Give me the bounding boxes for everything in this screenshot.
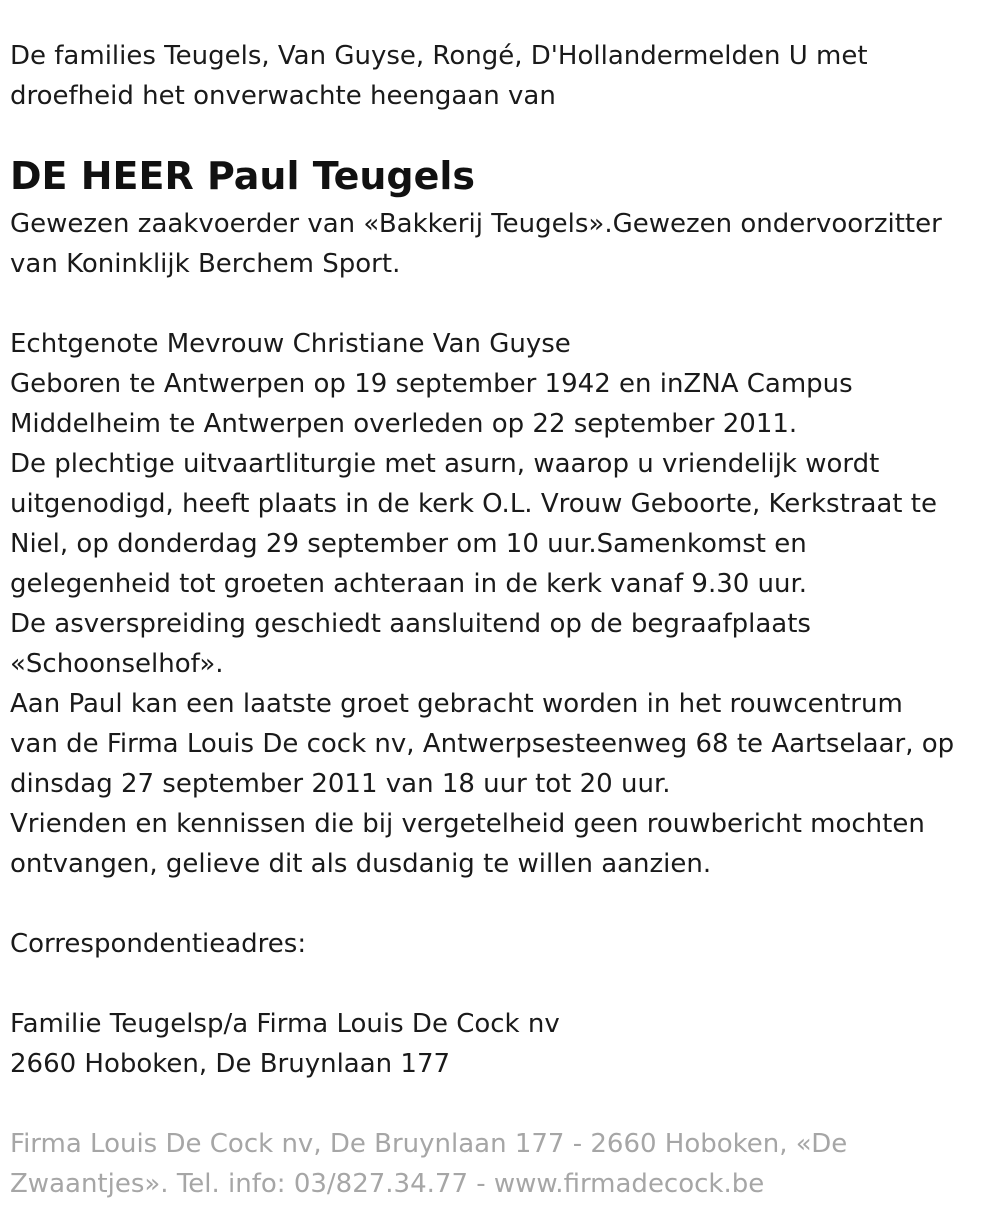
address-line: 2660 Hoboken, De Bruynlaan 177 bbox=[10, 1049, 451, 1079]
subtitle-line: van Koninklijk Berchem Sport. bbox=[10, 249, 401, 279]
body-paragraph bbox=[10, 324, 990, 884]
intro-line: droefheid het onverwachte heengaan van bbox=[10, 81, 556, 111]
body-line: «Schoonselhof». bbox=[10, 649, 224, 679]
body-line: Middelheim te Antwerpen overleden op 22 september 2011. bbox=[10, 409, 798, 439]
body-line: ontvangen, gelieve dit als dusdanig te willen aanzien. bbox=[10, 849, 712, 879]
body-line: van de Firma Louis De cock nv, Antwerpsesteenweg 68 te Aartselaar, op bbox=[10, 729, 955, 759]
body-line: dinsdag 27 september 2011 van 18 uur tot 20 uur. bbox=[10, 769, 671, 799]
body-line: Geboren te Antwerpen op 19 september 1942 en inZNA Campus bbox=[10, 369, 853, 399]
correspondence-label-text: Correspondentieadres: bbox=[10, 929, 307, 959]
address-line: Familie Teugelsp/a Firma Louis De Cock nv bbox=[10, 1009, 560, 1039]
deceased-name-title: DE HEER Paul Teugels bbox=[10, 154, 476, 198]
funeral-home-footer bbox=[10, 1124, 990, 1204]
body-line: De asverspreiding geschiedt aansluitend op de begraafplaats bbox=[10, 609, 811, 639]
intro-line: De families Teugels, Van Guyse, Rongé, D'Hollandermelden U met bbox=[10, 41, 868, 71]
correspondence-address bbox=[10, 1004, 990, 1084]
subtitle-paragraph bbox=[10, 204, 990, 284]
intro-paragraph bbox=[10, 36, 990, 116]
body-line: gelegenheid tot groeten achteraan in de kerk vanaf 9.30 uur. bbox=[10, 569, 808, 599]
body-line: Echtgenote Mevrouw Christiane Van Guyse bbox=[10, 329, 571, 359]
footer-line: Zwaantjes». Tel. info: 03/827.34.77 - www.firmadecock.be bbox=[10, 1169, 765, 1199]
footer-line: Firma Louis De Cock nv, De Bruynlaan 177 - 2660 Hoboken, «De bbox=[10, 1129, 848, 1159]
body-line: Vrienden en kennissen die bij vergetelheid geen rouwbericht mochten bbox=[10, 809, 925, 839]
body-line: uitgenodigd, heeft plaats in de kerk O.L. Vrouw Geboorte, Kerkstraat te bbox=[10, 489, 937, 519]
body-line: Niel, op donderdag 29 september om 10 uur.Samenkomst en bbox=[10, 529, 807, 559]
body-line: Aan Paul kan een laatste groet gebracht worden in het rouwcentrum bbox=[10, 689, 903, 719]
body-line: De plechtige uitvaartliturgie met asurn, waarop u vriendelijk wordt bbox=[10, 449, 880, 479]
subtitle-line: Gewezen zaakvoerder van «Bakkerij Teugels».Gewezen ondervoorzitter bbox=[10, 209, 942, 239]
correspondence-label bbox=[10, 924, 990, 964]
